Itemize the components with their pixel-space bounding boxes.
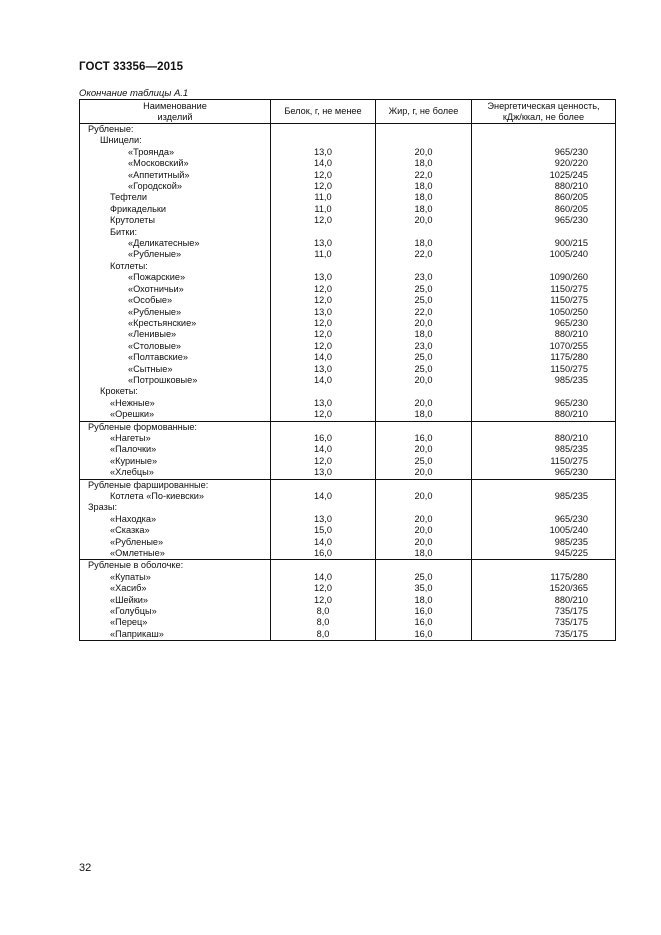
row-name: Рубленые:: [80, 124, 271, 136]
row-fat: [376, 502, 472, 513]
row-protein: 8,0: [271, 629, 376, 641]
row-protein: 12,0: [271, 295, 376, 306]
row-fat: 20,0: [376, 514, 472, 525]
row-name: «Рубленые»: [80, 249, 271, 260]
row-name: «Паприкаш»: [80, 629, 271, 641]
row-name: «Московский»: [80, 158, 271, 169]
row-fat: 25,0: [376, 295, 472, 306]
row-name: Битки:: [80, 227, 271, 238]
row-fat: 18,0: [376, 238, 472, 249]
row-protein: 12,0: [271, 329, 376, 340]
row-protein: 8,0: [271, 606, 376, 617]
row-protein: 13,0: [271, 272, 376, 283]
row-energy: 900/215: [472, 238, 616, 249]
table-row: [80, 491, 616, 502]
row-fat: 25,0: [376, 352, 472, 363]
row-fat: 25,0: [376, 456, 472, 467]
row-protein: 13,0: [271, 238, 376, 249]
header-energy-line2: кДж/ккал, не более: [502, 111, 585, 122]
row-protein: 13,0: [271, 307, 376, 318]
row-name: «Пожарские»: [80, 272, 271, 283]
row-fat: [376, 135, 472, 146]
row-fat: 22,0: [376, 170, 472, 181]
row-fat: 16,0: [376, 433, 472, 444]
row-protein: 13,0: [271, 147, 376, 158]
row-name: «Особые»: [80, 295, 271, 306]
row-fat: 16,0: [376, 617, 472, 628]
table-row: [80, 364, 616, 375]
row-name: Шницели:: [80, 135, 271, 146]
row-name: Крокеты:: [80, 386, 271, 397]
row-protein: 12,0: [271, 318, 376, 329]
row-protein: [271, 124, 376, 136]
table-row: [80, 272, 616, 283]
row-fat: 20,0: [376, 525, 472, 536]
table-body: [80, 124, 616, 641]
row-fat: 18,0: [376, 204, 472, 215]
row-name: Котлета «По-киевски»: [80, 491, 271, 502]
row-name: «Сказка»: [80, 525, 271, 536]
table-row: [80, 502, 616, 513]
row-name: «Омлетные»: [80, 548, 271, 560]
row-fat: 25,0: [376, 572, 472, 583]
row-energy: [472, 560, 616, 572]
row-fat: 20,0: [376, 467, 472, 479]
table-row: [80, 572, 616, 583]
row-energy: 1175/280: [472, 352, 616, 363]
row-energy: [472, 135, 616, 146]
row-energy: [472, 502, 616, 513]
table-row: [80, 386, 616, 397]
document-header-title: ГОСТ 33356—2015: [79, 61, 184, 73]
row-fat: [376, 386, 472, 397]
table-row: [80, 284, 616, 295]
row-protein: 14,0: [271, 444, 376, 455]
row-protein: 11,0: [271, 204, 376, 215]
row-fat: [376, 421, 472, 433]
row-energy: 985/235: [472, 444, 616, 455]
row-energy: 1150/275: [472, 295, 616, 306]
row-name: «Голубцы»: [80, 606, 271, 617]
table-row: [80, 238, 616, 249]
row-name: «Аппетитный»: [80, 170, 271, 181]
row-energy: 860/205: [472, 204, 616, 215]
row-fat: 18,0: [376, 595, 472, 606]
row-protein: 14,0: [271, 158, 376, 169]
row-protein: 12,0: [271, 409, 376, 421]
row-name: «Охотничьи»: [80, 284, 271, 295]
table-row: [80, 525, 616, 536]
row-energy: 1005/240: [472, 525, 616, 536]
row-protein: 13,0: [271, 364, 376, 375]
row-name: «Шейки»: [80, 595, 271, 606]
row-name: Тефтели: [80, 192, 271, 203]
table-row: [80, 158, 616, 169]
table-row: [80, 595, 616, 606]
row-energy: 985/235: [472, 491, 616, 502]
row-name: «Хасиб»: [80, 583, 271, 594]
row-protein: [271, 227, 376, 238]
row-energy: 945/225: [472, 548, 616, 560]
row-name: «Потрошковые»: [80, 375, 271, 386]
table-row: [80, 583, 616, 594]
row-fat: 23,0: [376, 341, 472, 352]
row-fat: 22,0: [376, 307, 472, 318]
row-energy: [472, 421, 616, 433]
row-energy: 965/230: [472, 318, 616, 329]
row-energy: 1025/245: [472, 170, 616, 181]
table-row: [80, 375, 616, 386]
row-energy: 880/210: [472, 595, 616, 606]
row-protein: 12,0: [271, 456, 376, 467]
row-fat: [376, 479, 472, 491]
row-energy: 985/235: [472, 375, 616, 386]
table-row: [80, 307, 616, 318]
table-row: [80, 215, 616, 226]
row-fat: 16,0: [376, 606, 472, 617]
row-protein: 8,0: [271, 617, 376, 628]
row-fat: 18,0: [376, 158, 472, 169]
row-protein: 12,0: [271, 284, 376, 295]
row-protein: 11,0: [271, 192, 376, 203]
row-protein: 14,0: [271, 572, 376, 583]
table-row: [80, 421, 616, 433]
row-fat: 20,0: [376, 398, 472, 409]
table-row: [80, 479, 616, 491]
row-protein: [271, 421, 376, 433]
table-row: [80, 147, 616, 158]
row-energy: 735/175: [472, 629, 616, 641]
header-energy: [472, 100, 616, 124]
row-name: «Сытные»: [80, 364, 271, 375]
table-row: [80, 192, 616, 203]
row-energy: 1090/260: [472, 272, 616, 283]
table-row: [80, 617, 616, 628]
row-energy: [472, 479, 616, 491]
table-row: [80, 537, 616, 548]
row-energy: 1050/250: [472, 307, 616, 318]
row-fat: [376, 560, 472, 572]
row-protein: 12,0: [271, 341, 376, 352]
row-protein: 12,0: [271, 583, 376, 594]
table-row: [80, 352, 616, 363]
row-name: «Городской»: [80, 181, 271, 192]
row-name: Рубленые в оболочке:: [80, 560, 271, 572]
row-fat: 20,0: [376, 444, 472, 455]
row-name: Зразы:: [80, 502, 271, 513]
row-energy: 965/230: [472, 147, 616, 158]
row-energy: [472, 124, 616, 136]
row-protein: 14,0: [271, 537, 376, 548]
table-row: [80, 170, 616, 181]
table-row: [80, 249, 616, 260]
table-row: [80, 329, 616, 340]
row-protein: 12,0: [271, 181, 376, 192]
row-name: «Крестьянские»: [80, 318, 271, 329]
row-fat: 18,0: [376, 409, 472, 421]
table-row: [80, 295, 616, 306]
row-name: Котлеты:: [80, 261, 271, 272]
row-protein: 12,0: [271, 170, 376, 181]
row-fat: 20,0: [376, 491, 472, 502]
row-energy: 965/230: [472, 398, 616, 409]
row-protein: [271, 261, 376, 272]
row-energy: 735/175: [472, 606, 616, 617]
table-row: [80, 433, 616, 444]
table-row: [80, 456, 616, 467]
table-row: [80, 204, 616, 215]
row-energy: 880/210: [472, 433, 616, 444]
row-fat: 23,0: [376, 272, 472, 283]
row-protein: 14,0: [271, 491, 376, 502]
row-energy: [472, 386, 616, 397]
table-row: [80, 444, 616, 455]
row-protein: 14,0: [271, 352, 376, 363]
row-fat: 20,0: [376, 375, 472, 386]
row-protein: [271, 386, 376, 397]
table-row: [80, 261, 616, 272]
row-fat: 20,0: [376, 147, 472, 158]
table-caption: Окончание таблицы А.1: [79, 88, 189, 99]
table-row: [80, 227, 616, 238]
row-name: «Нагеты»: [80, 433, 271, 444]
table-row: [80, 560, 616, 572]
row-energy: 1005/240: [472, 249, 616, 260]
row-protein: [271, 135, 376, 146]
row-energy: 1150/275: [472, 456, 616, 467]
row-fat: 18,0: [376, 192, 472, 203]
row-name: «Ленивые»: [80, 329, 271, 340]
row-name: «Находка»: [80, 514, 271, 525]
row-protein: 14,0: [271, 375, 376, 386]
row-fat: [376, 261, 472, 272]
row-protein: 16,0: [271, 433, 376, 444]
row-name: «Орешки»: [80, 409, 271, 421]
row-name: «Палочки»: [80, 444, 271, 455]
row-name: Рубленые фаршированные:: [80, 479, 271, 491]
table-row: [80, 181, 616, 192]
row-fat: 25,0: [376, 284, 472, 295]
page-number: 32: [79, 862, 92, 874]
table-row: [80, 341, 616, 352]
row-protein: 15,0: [271, 525, 376, 536]
row-fat: 20,0: [376, 215, 472, 226]
row-fat: 20,0: [376, 318, 472, 329]
row-fat: [376, 227, 472, 238]
row-name: «Полтавские»: [80, 352, 271, 363]
row-name: «Столовые»: [80, 341, 271, 352]
row-energy: 860/205: [472, 192, 616, 203]
row-name: «Куриные»: [80, 456, 271, 467]
row-name: «Троянда»: [80, 147, 271, 158]
row-fat: [376, 124, 472, 136]
table-row: [80, 124, 616, 136]
row-protein: [271, 560, 376, 572]
row-energy: 735/175: [472, 617, 616, 628]
row-name: Крутолеты: [80, 215, 271, 226]
table-row: [80, 409, 616, 421]
row-energy: 880/210: [472, 329, 616, 340]
row-protein: [271, 479, 376, 491]
table-row: [80, 514, 616, 525]
row-name: «Нежные»: [80, 398, 271, 409]
header-fat: Жир, г, не более: [376, 100, 472, 124]
header-name: [80, 100, 271, 124]
row-protein: 12,0: [271, 595, 376, 606]
row-energy: 1175/280: [472, 572, 616, 583]
row-name: «Хлебцы»: [80, 467, 271, 479]
row-protein: 12,0: [271, 215, 376, 226]
table-row: [80, 467, 616, 479]
row-fat: 18,0: [376, 548, 472, 560]
table-row: [80, 606, 616, 617]
table-row: [80, 398, 616, 409]
table-row: [80, 318, 616, 329]
row-fat: 18,0: [376, 181, 472, 192]
table-header-row: [80, 100, 616, 124]
row-protein: 16,0: [271, 548, 376, 560]
row-name: «Купаты»: [80, 572, 271, 583]
row-energy: 1150/275: [472, 364, 616, 375]
row-energy: 880/210: [472, 181, 616, 192]
row-name: «Деликатесные»: [80, 238, 271, 249]
row-protein: 13,0: [271, 467, 376, 479]
header-name-line1: Наименование: [143, 101, 207, 111]
header-name-line2: изделий: [157, 111, 193, 122]
row-fat: 16,0: [376, 629, 472, 641]
row-energy: 880/210: [472, 409, 616, 421]
table-row: [80, 135, 616, 146]
row-energy: [472, 261, 616, 272]
row-fat: 25,0: [376, 364, 472, 375]
row-energy: 1520/365: [472, 583, 616, 594]
row-energy: 965/230: [472, 467, 616, 479]
row-energy: 1150/275: [472, 284, 616, 295]
row-name: Фрикадельки: [80, 204, 271, 215]
row-protein: [271, 502, 376, 513]
header-protein: Белок, г, не менее: [271, 100, 376, 124]
row-name: «Перец»: [80, 617, 271, 628]
table-row: [80, 629, 616, 641]
table-row: [80, 548, 616, 560]
row-fat: 18,0: [376, 329, 472, 340]
row-fat: 20,0: [376, 537, 472, 548]
row-name: «Рубленые»: [80, 537, 271, 548]
row-energy: 1070/255: [472, 341, 616, 352]
row-protein: 11,0: [271, 249, 376, 260]
row-energy: 985/235: [472, 537, 616, 548]
row-protein: 13,0: [271, 398, 376, 409]
nutrition-table: [79, 99, 616, 641]
row-name: Рубленые формованные:: [80, 421, 271, 433]
row-energy: [472, 227, 616, 238]
row-energy: 965/230: [472, 514, 616, 525]
row-name: «Рубленые»: [80, 307, 271, 318]
row-energy: 965/230: [472, 215, 616, 226]
header-energy-line1: Энергетическая ценность,: [487, 101, 600, 111]
row-protein: 13,0: [271, 514, 376, 525]
row-energy: 920/220: [472, 158, 616, 169]
row-fat: 35,0: [376, 583, 472, 594]
row-fat: 22,0: [376, 249, 472, 260]
